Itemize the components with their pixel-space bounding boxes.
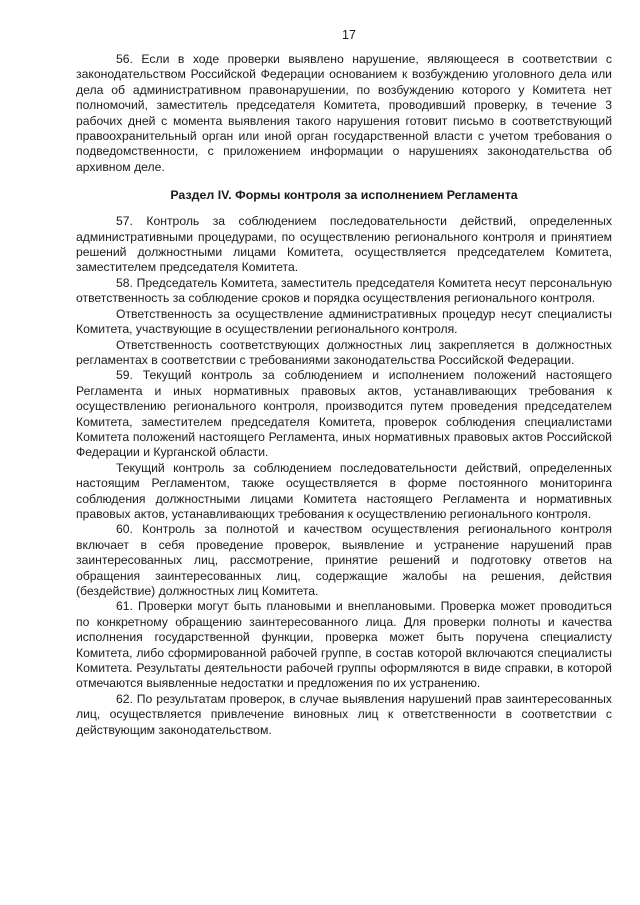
paragraph-responsibility-specialists: Ответственность за осуществление административных процедур несут специалисты Комитета, участвующие в осуществлении регионального контроля. [76, 306, 612, 337]
paragraph-61: 61. Проверки могут быть плановыми и внеплановыми. Проверка может проводиться по конкретному обращению заинтересованного лица. Для проверки полноты и качества исполнения государственной функции, проверка может быть поручена специалисту Комитета, либо сформированной рабочей группе, в состав которой включаются специалисты Комитета. Результаты деятельности рабочей группы оформляются в виде справки, в которой отмечаются выявленные недостатки и предложения по их устранению. [76, 599, 612, 691]
paragraph-56: 56. Если в ходе проверки выявлено нарушение, являющееся в соответствии с законодательством Российской Федерации основанием к возбуждению уголовного дела или дела об административном правонарушении, по возбуждению которого у Комитета нет полномочий, заместитель председателя Комитета, проводивший проверку, в течение 3 рабочих дней с момента выявления такого нарушения готовит письмо в соответствующий правоохранительный орган или иной орган государственной власти с учетом требования о подведомственности, с приложением информации о нарушениях законодательства об архивном деле. [76, 52, 612, 174]
paragraph-current-control: Текущий контроль за соблюдением последовательности действий, определенных настоящим Регламентом, также осуществляется в форме постоянного мониторинга соблюдения должностными лицами Комитета настоящего Регламента и нормативных правовых актов, устанавливающих требования к осуществлению регионального контроля. [76, 460, 612, 521]
paragraph-62: 62. По результатам проверок, в случае выявления нарушений прав заинтересованных лиц, осуществляется привлечение виновных лиц к ответственности в соответствии с действующим законодательством. [76, 691, 612, 737]
section-title: Раздел IV. Формы контроля за исполнением Регламента [170, 188, 518, 203]
paragraph-responsibility-officials: Ответственность соответствующих должностных лиц закрепляется в должностных регламентах в соответствии с требованиями законодательства Российской Федерации. [76, 337, 612, 367]
paragraph-57: 57. Контроль за соблюдением последовательности действий, определенных административными процедурами, по осуществлению регионального контроля и принятием решений должностными лицами Комитета, осуществляется председателем Комитета, заместителем председателя Комитета. [76, 214, 612, 275]
paragraph-58: 58. Председатель Комитета, заместитель председателя Комитета несут персональную ответственность за соблюдение сроков и порядка осуществления регионального контроля. [76, 275, 612, 306]
paragraph-60: 60. Контроль за полнотой и качеством осуществления регионального контроля включает в себя проведение проверок, выявление и устранение нарушений прав заинтересованных лиц, рассмотрение, принятие решений и подготовку ответов на обращения заинтересованных лиц, содержащие жалобы на решения, действия (бездействие) должностных лиц Комитета. [76, 522, 612, 598]
document-page [76, 28, 612, 738]
paragraph-59: 59. Текущий контроль за соблюдением и исполнением положений настоящего Регламента и иных нормативных правовых актов, устанавливающих требования к осуществлению регионального контроля, производится путем проведения председателем Комитета, заместителем председателя Комитета, проверок соблюдения специалистами Комитета положений настоящего Регламента, иных нормативных правовых актов Российской Федерации и Курганской области. [76, 368, 612, 460]
page-number: 17 [342, 28, 356, 42]
